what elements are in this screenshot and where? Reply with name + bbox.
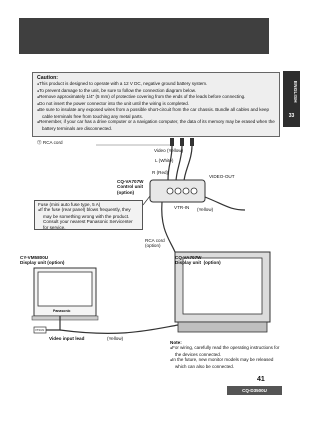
l-plug-top [180,138,184,146]
control-unit-label: CQ-VA707W Control unit (option) [117,179,144,195]
fuse-note-box [34,200,143,230]
note-title: Note: [170,340,182,345]
brand-logo: Panasonic [53,309,71,313]
right-display-base [178,322,267,332]
rca-cord-option-label: RCA cord (option) [145,238,165,249]
caution-item: ● Do not insert the power connector into the unit until the wiring is completed. [37,101,275,108]
fuse-text: ● If the fuse (rear panel) blows frequently, they may be something wrong with the product. Consult your nearest Panasonic Servicenter for service. [38,207,139,230]
left-display-base [32,316,98,320]
caution-item: ● Remember, if your car has a drive computer or a navigation computer, the data of its memory may be erased when the battery terminals are disconnected. [37,119,275,131]
video-lead-to-display [60,325,178,333]
video-input-lead-label: Video input lead [49,336,85,341]
control-unit-jack [183,188,189,194]
r-red-label: R (Red) [152,170,169,175]
vtr-in-label: VTR-IN [174,205,190,210]
caution-item: ● Be sure to insulate any exposed wires from a possible short-circuit from the car chassis. Bundle all cables and keep cable terminals free from touching any metal parts. [37,107,275,119]
r-plug-top [190,138,194,146]
caution-title: Caution: [37,75,59,81]
page-number: 41 [257,376,265,383]
vtr-in-yellow-label: (Yellow) [197,207,214,212]
video-plug-top [170,138,174,146]
caution-item: ● This product is designed to operate with a 12 V DC, negative ground battery system. [37,81,275,88]
caution-item: ● Remove approximately 1/4" (5 mm) of protective covering from the ends of the leads before connecting. [37,94,275,101]
side-tab-number: 33 [288,113,295,119]
video-out-label: VIDEO-OUT [209,174,235,179]
control-unit-jack [191,188,197,194]
r-cable [184,146,192,182]
plug-label: VTR-IN [35,328,45,332]
left-display-screen [38,272,92,306]
caution-item: ● To prevent damage to the unit, be sure to follow the connection diagram below. [37,88,275,95]
control-unit-jack [167,188,173,194]
note-item: ● For wiring, carefully read the operating instructions for the devices connected. [170,345,280,357]
left-display-label: CY-VM5800U Display unit (option) [20,255,65,266]
right-display-screen [183,258,262,314]
right-display-label: CQ-VA707W Display unit (option) [175,255,221,266]
side-tab-language: ENGLISH [293,81,298,103]
video-input-yellow-label: (Yellow) [107,336,124,341]
fuse-leader [143,196,150,205]
note-block [170,340,280,369]
footer-model: CQ-D3500U [227,386,282,395]
l-white-label: L (White) [155,158,174,163]
video-yellow-label: Video (Yellow) [154,148,184,153]
note-item: ● In the future, new monitor models may be released which can also be connected. [170,357,280,369]
fuse-title: Fuse (mini auto fuse type, 5 A) [38,202,101,207]
rca-cord-label: ⓻ RCA cord [37,140,63,145]
control-unit-jack [175,188,181,194]
